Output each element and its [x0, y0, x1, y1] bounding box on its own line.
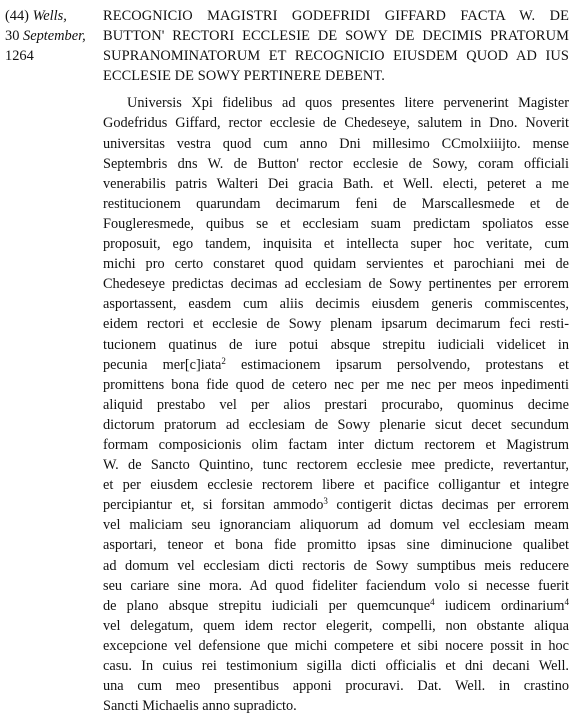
heading-line: SUPRANOMINATORUM ET RECOGNICIO EIUSDEM QUOD AD IUS [103, 48, 569, 65]
line-text: aliquid prestabo vel per alios prestari procurabo, quominus decime [103, 396, 569, 413]
line-text: Fougleresmede, quibus se et ecclesiam suam predictam spoliatos esse [103, 215, 569, 232]
body-line [103, 696, 569, 716]
line-text: iudicem ordinarium [434, 597, 565, 614]
line-text: excepcione vel defensione que michi competere et sibi nocere possit in hoc [103, 637, 569, 654]
body-line [103, 576, 569, 596]
date-day: 30 [5, 28, 20, 45]
line-text: pecunia mer[c]iata [103, 356, 222, 373]
body-line [103, 154, 569, 174]
line-text: Godefridus Giffard, rector ecclesie de Chedeseye, salutem in Dno. Noverit [103, 115, 569, 132]
body-line [103, 234, 569, 254]
body-line [103, 314, 569, 334]
line-text: percipiantur et, si forsitan ammodo [103, 497, 324, 514]
body-line [103, 435, 569, 455]
body-line [103, 174, 569, 194]
line-text: seu cariare sine mora. Ad quod fideliter faciendum volo si necesse fuerit [103, 577, 569, 594]
line-text: Universis Xpi fidelibus ad quos presentes litere pervenerint Magister [127, 95, 569, 112]
line-text: ad domum vel ecclesiam dicti rectoris de Sowy sumptibus meis reducere [103, 557, 569, 574]
body-line [103, 415, 569, 435]
line-text: de plano absque strepitu iudiciali per quemcunque [103, 597, 431, 614]
body-line [103, 455, 569, 475]
entry-body [103, 93, 569, 716]
place-name: Wells, [32, 8, 67, 24]
line-text: asportari, teneor et bona fide promitto ipsas sine diminucione qualibet [103, 537, 569, 554]
line-text: dictorum pratorum ad ecclesiam de Sowy plenarie sicut decet secundum [103, 416, 569, 433]
line-text: casu. In cuius rei testimonium sigilla dicti officialis et dni decani Well. [103, 658, 569, 674]
entry-number: (44) [5, 8, 29, 24]
line-text: Chedeseye predictas decimas ad ecclesiam de Sowy pertinentes per errorem [103, 276, 569, 293]
line-text: eidem rectori et ecclesie de Sowy plenam ipsarum decimarum feci resti- [103, 316, 569, 333]
body-line [103, 636, 569, 656]
line-text: tucionem quatinus de iure potui absque strepitu iudiciali videlicet in [103, 336, 569, 353]
line-text: W. de Sancto Quintino, tunc rectorem ecclesie mee predicte, revertantur, [103, 457, 569, 474]
margin-line-3 [5, 46, 103, 66]
entry-heading [103, 6, 569, 86]
line-text: estimacionem ipsarum persolvendo, protestans et [225, 356, 569, 373]
body-line [103, 294, 569, 314]
line-text: vel maliciam seu ignoranciam aliquorum ad domum vel ecclesiam meam [103, 517, 569, 534]
body-line [103, 93, 569, 113]
margin-line-1 [5, 6, 103, 26]
body-line [103, 475, 569, 495]
body-line [103, 214, 569, 234]
line-text: formam composicionis olim factam inter dictum rectorem et Magistrum [103, 436, 569, 453]
body-line [103, 395, 569, 415]
heading-line: RECOGNICIO MAGISTRI GODEFRIDI GIFFARD FACTA W. DE [103, 8, 569, 24]
line-text: venerabilis patris Walteri Dei gracia Bath. et Well. electi, peteret a me [103, 175, 569, 192]
body-line [103, 535, 569, 555]
line-text: contigerit dictas decimas per errorem [327, 497, 569, 514]
line-text: proposuit, ego tandem, inquisita et intellecta super hoc veritate, cum [103, 236, 569, 253]
margin-note [5, 6, 103, 86]
date-year: 1264 [5, 48, 34, 65]
footnote-marker: 2 [221, 355, 226, 366]
footnote-marker: 4 [564, 596, 569, 607]
footnote-marker: 3 [323, 496, 328, 507]
line-text: promittens bona fide quod de cetero nec per me nec per meos inpedimenti [103, 376, 569, 393]
body-line [103, 335, 569, 355]
body-line [103, 596, 569, 616]
line-text: una cum meo presentibus apponi procuravi. Dat. Well. in crastino [103, 678, 569, 695]
line-text: et per eiusdem ecclesie rectorem libere et pacifice colligantur et integre [103, 477, 569, 494]
heading-line: ECCLESIE DE SOWY PERTINERE DEBENT. [103, 68, 385, 85]
date-month: September, [23, 28, 86, 45]
line-text: universitas vestra quod cum anno Dni millesimo CCmolxiiijto. mense [103, 135, 569, 152]
line-text: restitucionem quarundam decimarum feni de Marscallesmede et de [103, 195, 569, 212]
body-line [103, 515, 569, 535]
body-line [103, 676, 569, 696]
body-line [103, 274, 569, 294]
entry-header [5, 6, 569, 86]
body-line [103, 375, 569, 395]
footnote-marker: 4 [430, 596, 435, 607]
body-line [103, 616, 569, 636]
body-line [103, 134, 569, 154]
line-text: Sancti Michaelis anno supradicto. [103, 698, 297, 715]
body-line [103, 355, 569, 375]
line-text: asportassent, easdem cum aliis decimis eiusdem generis commiscentes, [103, 296, 569, 313]
body-line [103, 194, 569, 214]
body-line [103, 254, 569, 274]
body-line [103, 495, 569, 515]
body-line [103, 113, 569, 133]
line-text: michi pro certo constaret quod quidam servientes et parochiani mei de [103, 256, 569, 273]
body-line [103, 656, 569, 676]
heading-line: BUTTON' RECTORI ECCLESIE DE SOWY DE DECIMIS PRATORUM [103, 28, 569, 45]
margin-line-2 [5, 26, 103, 46]
line-text: vel delegatum, quem idem rector elegerit, compelli, non obstante aliqua [103, 617, 569, 634]
body-line [103, 556, 569, 576]
line-text: Septembris dns W. de Button' rector ecclesie de Sowy, coram officiali [103, 155, 569, 172]
